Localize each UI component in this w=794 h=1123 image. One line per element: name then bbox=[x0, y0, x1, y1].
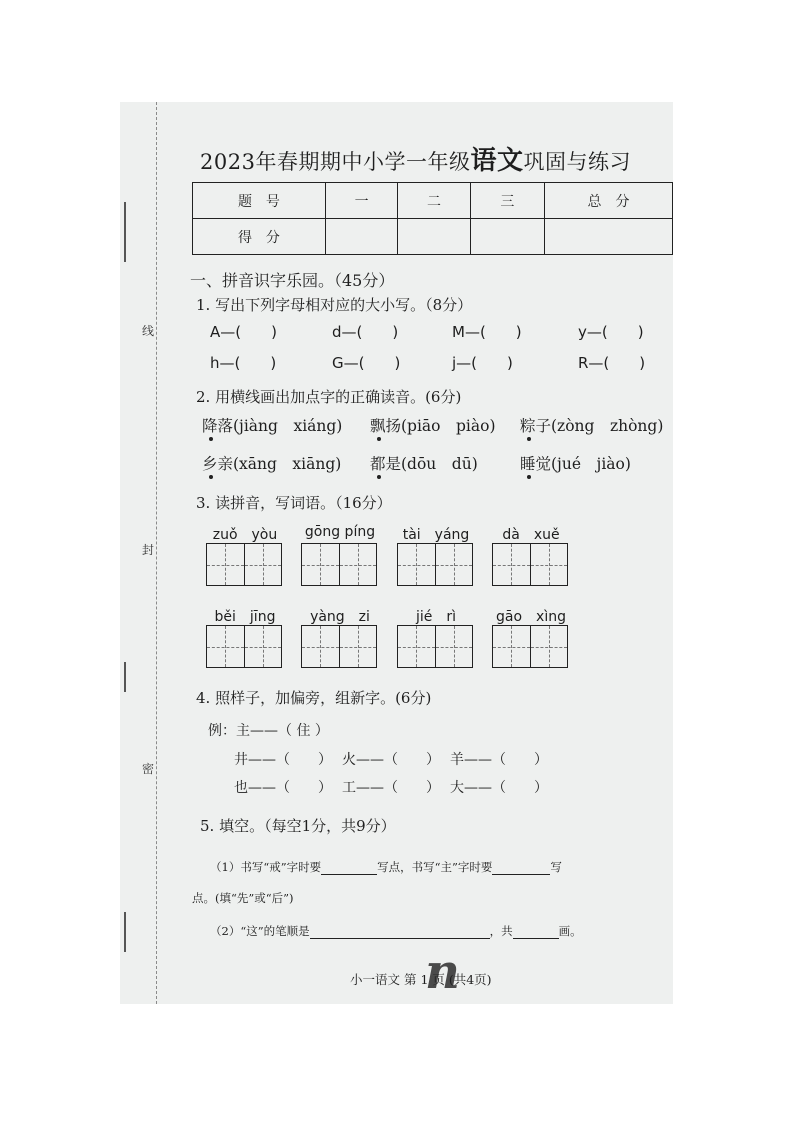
pinyin-label: zuǒ yòu bbox=[212, 527, 278, 543]
answer-blank[interactable] bbox=[321, 862, 377, 875]
ink-mark: n bbox=[425, 944, 460, 1000]
radical-item: 工——（ ） bbox=[342, 780, 440, 796]
emphasis-dot bbox=[377, 437, 381, 441]
reading-option: 睡觉(jué jiào) bbox=[520, 455, 631, 473]
radical-item: 井——（ ） bbox=[234, 752, 332, 768]
writing-grid[interactable] bbox=[206, 625, 282, 668]
writing-grid[interactable] bbox=[301, 543, 377, 586]
score-cell[interactable] bbox=[325, 219, 397, 255]
score-cell[interactable] bbox=[545, 219, 673, 255]
writing-grid[interactable] bbox=[397, 625, 473, 668]
q2-title: 2. 用横线画出加点字的正确读音。(6分) bbox=[196, 388, 462, 406]
reading-option: 乡亲(xāng xiāng) bbox=[202, 455, 342, 473]
letter-item: j—( ) bbox=[452, 354, 513, 372]
radical-item: 羊——（ ） bbox=[450, 752, 548, 768]
letter-item: A—( ) bbox=[210, 323, 277, 341]
score-header-cell: 题 号 bbox=[193, 183, 326, 219]
edge-mark bbox=[124, 202, 126, 262]
edge-mark bbox=[124, 912, 126, 952]
reading-option: 粽子(zòng zhòng) bbox=[520, 417, 664, 435]
letter-item: R—( ) bbox=[578, 354, 646, 372]
radical-item: 大——（ ） bbox=[450, 780, 548, 796]
q5-line1: （1）书写“戒”字时要 写点，书写“主”字时要 写 bbox=[210, 860, 562, 874]
score-header-cell: 总 分 bbox=[545, 183, 673, 219]
reading-option: 飘扬(piāo piào) bbox=[370, 417, 496, 435]
pinyin-label: běi jīng bbox=[214, 609, 276, 625]
score-cell[interactable] bbox=[398, 219, 470, 255]
score-cell[interactable] bbox=[470, 219, 544, 255]
letter-item: M—( ) bbox=[452, 323, 522, 341]
pinyin-label: yàng zi bbox=[310, 609, 370, 625]
pinyin-label: gōng píng bbox=[304, 524, 376, 540]
q5-line3: （2）“这”的笔顺是 ，共 画。 bbox=[210, 924, 582, 938]
letter-item: d—( ) bbox=[332, 323, 399, 341]
answer-blank[interactable] bbox=[492, 862, 550, 875]
stroke-order-blank[interactable] bbox=[310, 926, 490, 939]
pinyin-label: jié rì bbox=[415, 609, 457, 625]
q4-example: 例：主——（ 住 ） bbox=[208, 723, 329, 739]
writing-grid[interactable] bbox=[492, 625, 568, 668]
q5-title: 5. 填空。（每空1分，共9分） bbox=[200, 817, 396, 835]
letter-item: G—( ) bbox=[332, 354, 401, 372]
pinyin-label: dà xuě bbox=[502, 527, 560, 543]
writing-grid[interactable] bbox=[206, 543, 282, 586]
writing-grid[interactable] bbox=[301, 625, 377, 668]
emphasis-dot bbox=[527, 475, 531, 479]
emphasis-dot bbox=[377, 475, 381, 479]
score-row-label: 得 分 bbox=[193, 219, 326, 255]
score-header-cell: 一 bbox=[325, 183, 397, 219]
writing-grid[interactable] bbox=[492, 543, 568, 586]
score-header-cell: 三 bbox=[470, 183, 544, 219]
radical-item: 火——（ ） bbox=[342, 752, 440, 768]
score-header-cell: 二 bbox=[398, 183, 470, 219]
letter-item: y—( ) bbox=[578, 323, 644, 341]
emphasis-dot bbox=[209, 437, 213, 441]
pinyin-label: gāo xìng bbox=[496, 609, 566, 625]
q4-title: 4. 照样子，加偏旁，组新字。(6分) bbox=[196, 689, 432, 707]
page-title: 2023年春期期中小学一年级语文巩固与练习 bbox=[200, 146, 631, 176]
page-footer: 小一语文 第 1 页 (共4页) bbox=[350, 972, 492, 987]
q1-title: 1. 写出下列字母相对应的大小写。（8分） bbox=[196, 296, 473, 314]
q3-title: 3. 读拼音，写词语。（16分） bbox=[196, 494, 392, 512]
edge-mark bbox=[124, 662, 126, 692]
radical-item: 也——（ ） bbox=[234, 780, 332, 796]
exam-paper bbox=[120, 102, 673, 1004]
writing-grid[interactable] bbox=[397, 543, 473, 586]
margin-word-line: 线 bbox=[142, 320, 154, 341]
margin-word-secret: 密 bbox=[142, 758, 154, 779]
binding-line bbox=[156, 102, 157, 1004]
pinyin-label: tài yáng bbox=[402, 527, 470, 543]
stroke-count-blank[interactable] bbox=[513, 926, 559, 939]
q5-line2: 点。(填“先”或“后”) bbox=[192, 891, 294, 905]
section-title: 一、拼音识字乐园。（45分） bbox=[190, 271, 395, 290]
reading-option: 都是(dōu dū) bbox=[370, 455, 478, 473]
reading-option: 降落(jiàng xiáng) bbox=[202, 417, 343, 435]
emphasis-dot bbox=[209, 475, 213, 479]
margin-word-seal: 封 bbox=[142, 539, 154, 560]
score-table bbox=[192, 182, 673, 255]
letter-item: h—( ) bbox=[210, 354, 277, 372]
emphasis-dot bbox=[527, 437, 531, 441]
